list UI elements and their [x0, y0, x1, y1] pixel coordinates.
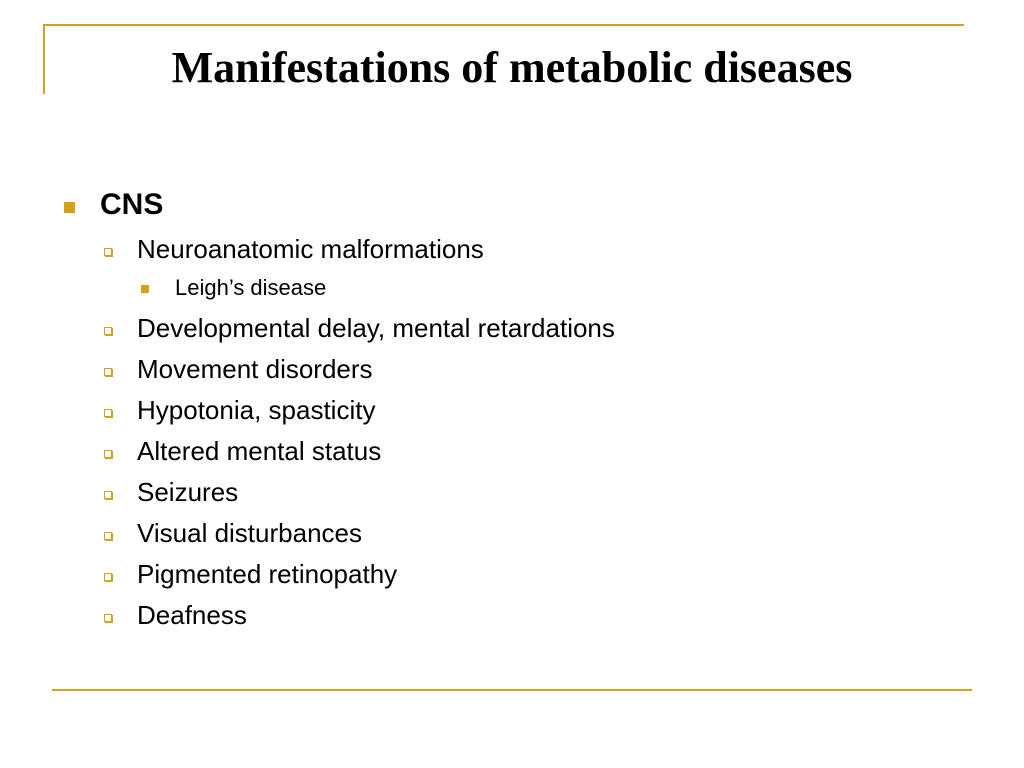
list-item: Deafness — [137, 600, 247, 630]
hollow-square-bullet-icon — [104, 532, 112, 540]
list-item: Pigmented retinopathy — [137, 559, 398, 589]
hollow-square-bullet-icon — [104, 450, 112, 458]
footer-rule — [52, 689, 972, 691]
hollow-square-bullet-icon — [104, 248, 112, 256]
list-item: Movement disorders — [137, 354, 373, 384]
list-item: Developmental delay, mental retardations — [137, 313, 615, 343]
frame-top-rule — [43, 24, 964, 26]
list-item: Leigh’s disease — [175, 275, 327, 300]
hollow-square-bullet-icon — [104, 368, 112, 376]
bullet-cns: CNS — [100, 188, 164, 221]
list-item: Neuroanatomic malformations — [137, 234, 484, 264]
hollow-square-bullet-icon — [104, 491, 112, 499]
hollow-square-bullet-icon — [104, 614, 112, 622]
list-item: Visual disturbances — [137, 518, 362, 548]
list-item: Altered mental status — [137, 436, 382, 466]
hollow-square-bullet-icon — [104, 573, 112, 581]
filled-square-bullet-icon — [64, 202, 75, 213]
list-item: Hypotonia, spasticity — [137, 395, 376, 425]
filled-square-bullet-icon — [141, 285, 149, 293]
list-item: Seizures — [137, 477, 239, 507]
hollow-square-bullet-icon — [104, 409, 112, 417]
slide-title: Manifestations of metabolic diseases — [171, 43, 853, 92]
hollow-square-bullet-icon — [104, 327, 112, 335]
